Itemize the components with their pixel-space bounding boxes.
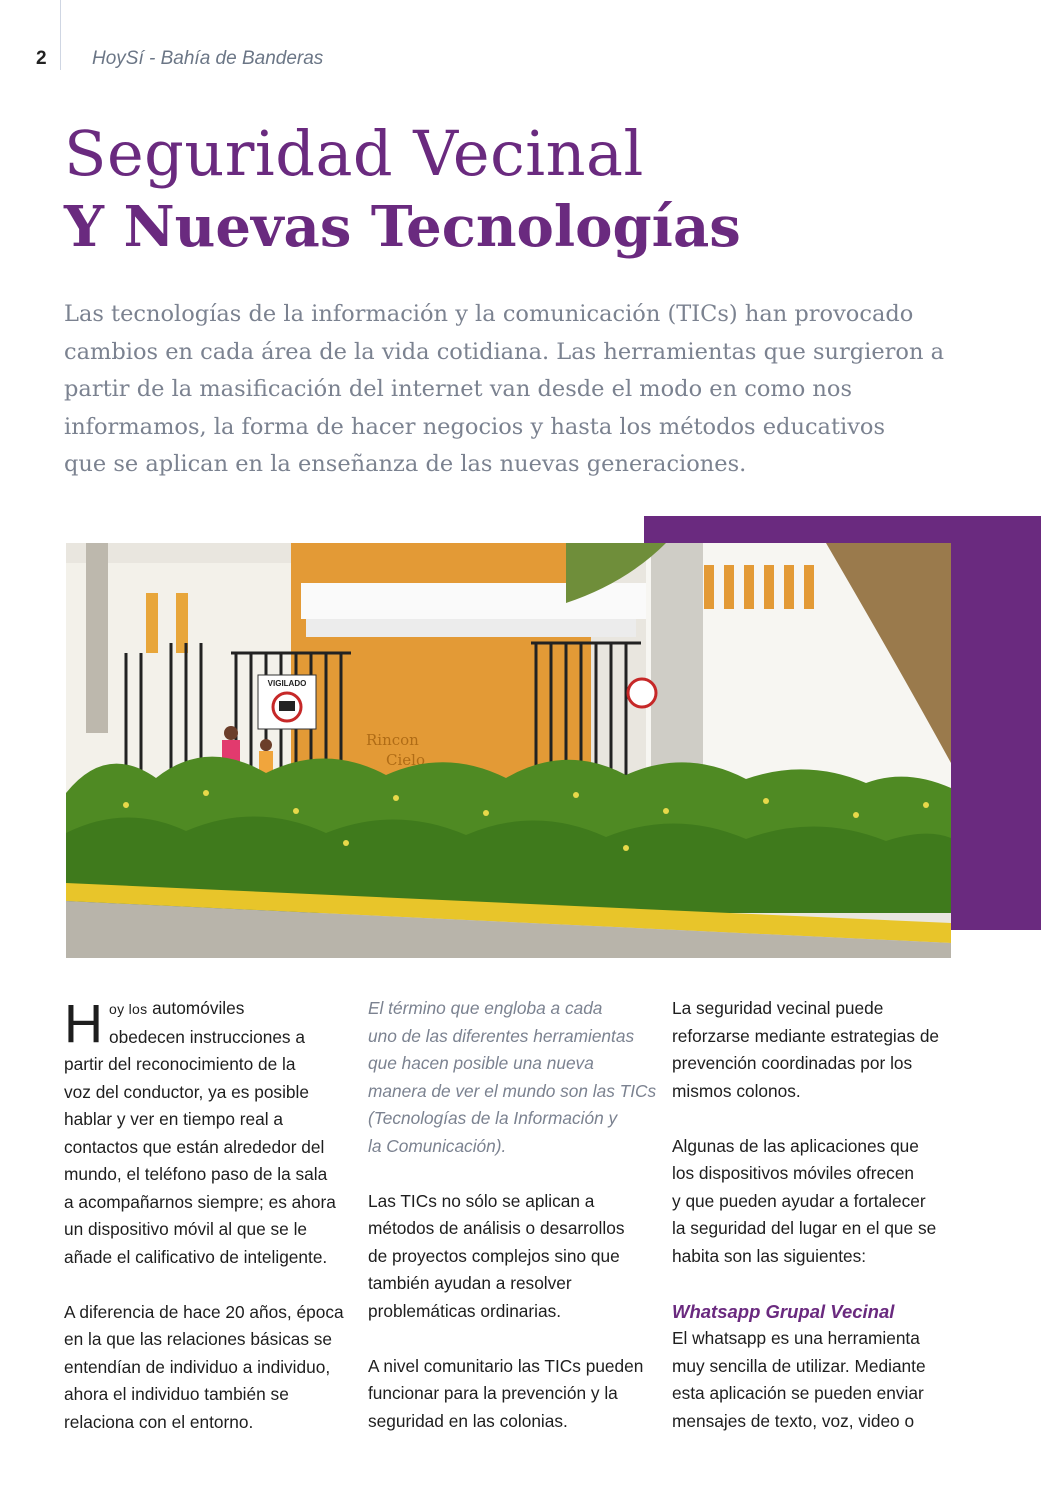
col2-paragraph-3 bbox=[368, 1353, 650, 1436]
text-line: hablar y ver en tiempo real a bbox=[64, 1109, 284, 1129]
column-3 bbox=[672, 995, 954, 1435]
text-line: entendían de individuo a individuo, bbox=[64, 1356, 331, 1377]
text-line: esta aplicación se pueden enviar bbox=[672, 1383, 924, 1403]
text-line: y que pueden ayudar a fortalecer bbox=[672, 1190, 926, 1211]
header-divider bbox=[60, 0, 61, 70]
text-line: los dispositivos móviles ofrecen bbox=[672, 1163, 915, 1183]
text-line: relaciona con el entorno. bbox=[64, 1411, 254, 1432]
text-line: la seguridad del lugar en el que se bbox=[672, 1218, 937, 1238]
text-line: A nivel comunitario las TICs pueden bbox=[368, 1355, 644, 1376]
intro-line: Las tecnologías de la información y la comunicación (TICs) han provocado bbox=[64, 301, 914, 327]
text-line: muy sencilla de utilizar. Mediante bbox=[672, 1355, 926, 1376]
text-line: contactos que están alrededor del bbox=[64, 1136, 325, 1157]
magazine-name: HoySí - Bahía de Banderas bbox=[92, 48, 324, 69]
article-title-line2: Y Nuevas Tecnologías bbox=[64, 194, 741, 260]
col1-paragraph-1 bbox=[64, 995, 346, 1271]
quote-line: El término que engloba a cada bbox=[368, 998, 603, 1018]
col3-paragraph-2 bbox=[672, 1133, 954, 1271]
text-line: añade el calificativo de inteligente. bbox=[64, 1246, 328, 1267]
text-line: obedecen instrucciones a bbox=[109, 1026, 305, 1047]
col2-paragraph-2 bbox=[368, 1188, 650, 1326]
col1-paragraph-2 bbox=[64, 1299, 346, 1437]
wall-lettering-cielo: Cielo bbox=[386, 751, 425, 769]
text-line: partir del reconocimiento de la bbox=[64, 1054, 296, 1074]
text-line: prevención coordinadas por los bbox=[672, 1053, 913, 1073]
text-line: habita son las siguientes: bbox=[672, 1245, 867, 1266]
col2-pull-quote bbox=[368, 995, 657, 1160]
intro-line: cambios en cada área de la vida cotidiana. Las herramientas que surgieron a bbox=[64, 338, 945, 365]
text-line: A diferencia de hace 20 años, época bbox=[64, 1301, 344, 1322]
text-line: mensajes de texto, voz, video o bbox=[672, 1410, 915, 1431]
text-line: seguridad en las colonias. bbox=[368, 1410, 568, 1431]
intro-line: informamos, la forma de hacer negocios y hasta los métodos educativos bbox=[64, 413, 886, 440]
text-line: de proyectos complejos sino que bbox=[368, 1245, 620, 1266]
quote-line: manera de ver el mundo son las TICs bbox=[368, 1080, 657, 1101]
vigilado-sign-text: VIGILADO bbox=[267, 679, 307, 688]
article-title-line1: Seguridad Vecinal bbox=[64, 117, 644, 190]
text-line: El whatsapp es una herramienta bbox=[672, 1328, 920, 1348]
neighborhood-photo bbox=[66, 543, 951, 958]
text-line: voz del conductor, ya es posible bbox=[64, 1081, 309, 1102]
text-line: a acompañarnos siempre; es ahora bbox=[64, 1191, 336, 1212]
text-line: ahora el individuo también se bbox=[64, 1384, 289, 1404]
text-line: un dispositivo móvil al que se le bbox=[64, 1219, 308, 1239]
text-line: automóviles bbox=[147, 998, 245, 1018]
text-line: mismos colonos. bbox=[672, 1080, 801, 1101]
page-number: 2 bbox=[36, 48, 47, 69]
text-line: funcionar para la prevención y la bbox=[368, 1383, 618, 1403]
text-line: Algunas de las aplicaciones que bbox=[672, 1135, 919, 1156]
intro-line: que se aplican en la enseñanza de las nuevas generaciones. bbox=[64, 451, 747, 478]
dropcap-letter: H bbox=[64, 994, 103, 1054]
intro-line: partir de la masificación del internet van desde el modo en como nos bbox=[64, 376, 852, 403]
text-line: mundo, el teléfono paso de la sala bbox=[64, 1164, 328, 1184]
col3-paragraph-1 bbox=[672, 995, 954, 1105]
text-line: también ayudan a resolver bbox=[368, 1273, 572, 1293]
text-line: Las TICs no sólo se aplican a bbox=[368, 1190, 595, 1211]
quote-line: (Tecnologías de la Información y bbox=[368, 1108, 618, 1128]
text-line: La seguridad vecinal puede bbox=[672, 998, 884, 1018]
section-subheading: Whatsapp Grupal Vecinal bbox=[672, 1300, 895, 1322]
quote-line: la Comunicación). bbox=[368, 1135, 507, 1156]
text-line: en la que las relaciones básicas se bbox=[64, 1329, 333, 1349]
text-line: reforzarse mediante estrategias de bbox=[672, 1025, 940, 1046]
intro-paragraph bbox=[64, 296, 964, 484]
column-2 bbox=[368, 995, 657, 1463]
quote-line: uno de las diferentes herramientas bbox=[368, 1025, 635, 1046]
column-1 bbox=[64, 995, 346, 1464]
quote-line: que hacen posible una nueva bbox=[368, 1053, 594, 1073]
smallcaps-lead: oy los bbox=[109, 1001, 148, 1017]
text-line: problemáticas ordinarias. bbox=[368, 1300, 562, 1321]
wall-lettering-rincon: Rincon bbox=[366, 731, 419, 749]
col3-paragraph-3 bbox=[672, 1298, 954, 1436]
text-line: métodos de análisis o desarrollos bbox=[368, 1218, 625, 1238]
